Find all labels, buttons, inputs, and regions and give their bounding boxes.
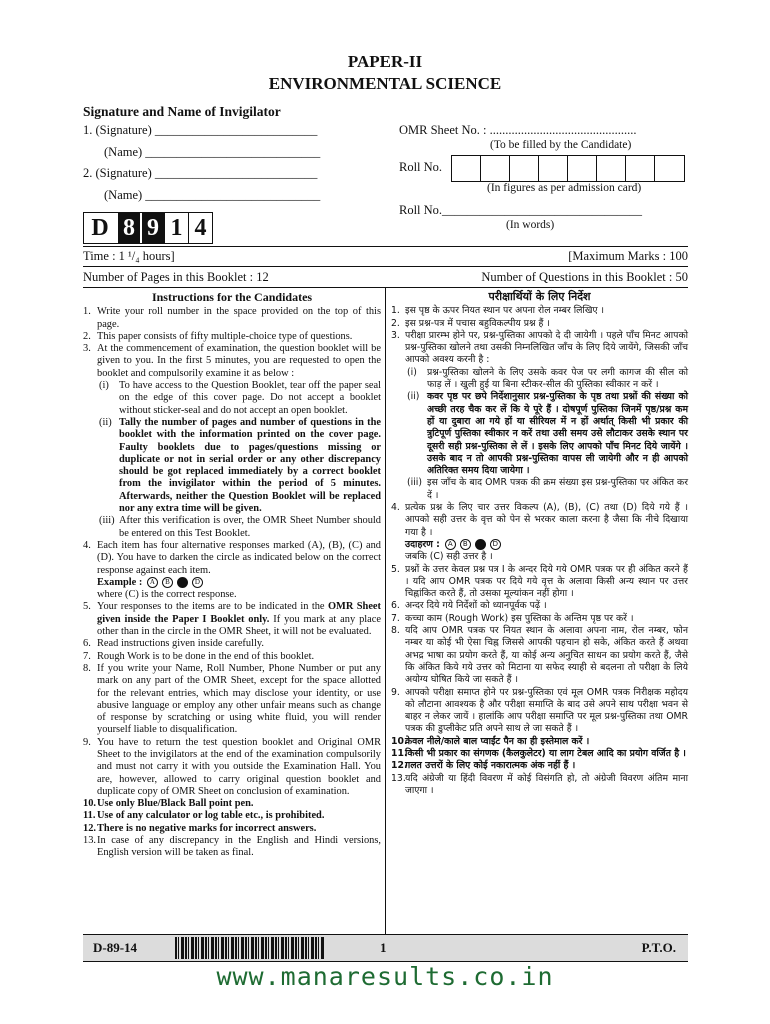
code-digit: 9: [140, 213, 164, 243]
instruction-item: 10. Use only Blue/Black Ball point pen.: [83, 798, 254, 810]
hindi-item: 1. इस पृष्ठ के ऊपर नियत स्थान पर अपना रोल नम्बर लिखिए ।: [391, 305, 605, 317]
code-digit: 1: [164, 213, 188, 243]
instruction-item: 4. Each item has four alternative responses marked (A), (B), (C) and (D). You have to darken the circle as indicated below on the correct response against each item. Example : A B D where (C) is the correct response.: [83, 539, 381, 601]
watermark-link[interactable]: www.manaresults.co.in: [216, 962, 554, 991]
filled-bubble-icon: [177, 577, 188, 588]
paper-label: PAPER-II: [347, 52, 423, 71]
roll-no-words: Roll No.________________________________: [399, 203, 643, 217]
hindi-item: 2. इस प्रश्न-पत्र में पचास बहुविकल्पीय प्रश्न हैं ।: [391, 317, 550, 329]
instructions-hindi: [391, 291, 688, 797]
time-label: Time : 1 ¹/₄ hours]: [83, 249, 175, 263]
invigilator-2-name: (Name) ____________________________: [104, 188, 321, 202]
max-marks: [Maximum Marks : 100: [568, 249, 688, 263]
code-digit: 8: [116, 213, 140, 243]
instruction-item: 8. If you write your Name, Roll Number, Phone Number or put any mark on any part of the OMR Sheet, except for the space allotted for the relevant entries, which may disclose your identity, or use abusive language or employ any other unfair means such as change of response by scratching or using white fluid, you will render yourself liable to disqualification.: [83, 662, 381, 736]
instruction-item: 1. Write your roll number in the space provided on the top of this page.: [83, 306, 381, 330]
hindi-item: 5. प्रश्नों के उत्तर केवल प्रश्न पत्र I के अन्दर दिये गये OMR पत्रक पर ही अंकित करने हैं । यदि आप OMR पत्रक पर दिये गये वृत्त के अलावा किसी अन्य स्थान पर उत्तर चिह्नांकित करते हैं, तो उसका मूल्यांकन नहीं होगा ।: [391, 563, 688, 600]
instruction-item: 7. Rough Work is to be done in the end of this booklet.: [83, 650, 315, 662]
invigilator-2-signature: 2. (Signature) __________________________: [83, 166, 318, 180]
invigilator-heading: Signature and Name of Invigilator: [83, 104, 281, 119]
code-digit: 4: [188, 213, 212, 243]
footer-code: D-89-14: [93, 940, 138, 955]
instruction-item: 11. Use of any calculator or log table etc., is prohibited.: [83, 810, 325, 822]
page-number: 1: [380, 940, 387, 955]
invigilator-1-name: (Name) ____________________________: [104, 145, 321, 159]
pto-label: P.T.O.: [641, 940, 676, 955]
omr-sheet-number: OMR Sheet No. : ...............................................: [399, 123, 637, 137]
instruction-item: 6. Read instructions given inside carefully.: [83, 638, 264, 650]
instruction-item: 12. There is no negative marks for incorrect answers.: [83, 822, 317, 834]
filled-bubble-icon: [475, 539, 486, 550]
hindi-item: 10. केवल नीले/काले बाल प्वाईंट पैन का ही इस्तेमाल करें ।: [391, 735, 590, 747]
hindi-item: 13. यदि अंग्रेजी या हिंदी विवरण में कोई विसंगति हो, तो अंग्रेजी विवरण अंतिम माना जाएगा ।: [391, 772, 688, 796]
instructions-heading: Instructions for the Candidates: [151, 290, 313, 304]
hindi-item: 3. परीक्षा प्रारम्भ होने पर, प्रश्न-पुस्तिका आपको दे दी जायेगी । पहले पाँच मिनट आपको प्रश्न-पुस्तिका खोलने तथा उसकी निम्नलिखित जाँच के लिए दिये जायेंगे, जिसकी जाँच आपको अवश्य करनी है : (i) प्रश्न-पुस्तिका खोलने के लिए उसके कवर पेज पर लगी कागज की सील को फाड़ लें । खुली हुई या बिना स्टीकर-सील की पुस्तिका स्वीकार न करें । (ii) कवर पृष्ठ पर छपे निर्देशानुसार प्रश्न-पुस्तिका के पृष्ठ तथा प्रश्नों की संख्या को अच्छी तरह चैक कर लें कि ये पूरे हैं । दोषपूर्ण पुस्तिका जिनमें पृष्ठ/प्रश्न कम हों या दुबारा आ गये हों या सीरियल में न हों अर्थात् किसी भी प्रकार की त्रुटिपूर्ण पुस्तिका स्वीकार न करें तथा उसी समय उसे लौटाकर उसके स्थान पर दूसरी सही प्रश्न-पुस्तिका ले लें । इसके लिए आपको पाँच मिनट दिये जायेंगे । उसके बाद न तो आपकी प्रश्न-पुस्तिका वापस ली जायेगी और न ही आपको अतिरिक्त समय दिया जायेगा । (iii) इस जाँच के बाद OMR पत्रक की क्रम संख्या इस प्रश्न-पुस्तिका पर अंकित कर दें ।: [391, 329, 688, 501]
instruction-item: 3. At the commencement of examination, the question booklet will be given to you. In the first 5 minutes, you are requested to open the booklet and compulsorily examine it as below : (i) To have access to the Question Booklet, tear off the paper seal on the edge of this cover page. Do not accept a booklet without sticker-seal and do not accept an open booklet. (ii) Tally the number of pages and number of questions in the booklet with the information printed on the cover page. Faulty booklets due to pages/questions missing or duplicate or not in serial order or any other discrepancy should be got replaced immediately by a correct booklet from the invigilator within the period of 5 minutes. Afterwards, neither the Question Booklet will be replaced nor any extra time will be given. (iii) After this verification is over, the OMR Sheet Number should be entered on this Test Booklet.: [83, 343, 381, 539]
subject-title: ENVIRONMENTAL SCIENCE: [268, 74, 502, 93]
instruction-item: 2. This paper consists of fifty multiple-choice type of questions.: [83, 330, 353, 342]
hindi-item: 7. कच्चा काम (Rough Work) इस पुस्तिका के अन्तिम पृष्ठ पर करें ।: [391, 612, 634, 624]
hindi-item: 4. प्रत्येक प्रश्न के लिए चार उत्तर विकल्प (A), (B), (C) तथा (D) दिये गये हैं । आपको सही उत्तर के वृत्त को पेन से भरकर काला करना है जैसा कि नीचे दिखाया गया है । उदाहरण : A B D जबकि (C) सही उत्तर है ।: [391, 502, 688, 563]
roll-number-boxes[interactable]: [451, 155, 685, 182]
questions-count: Number of Questions in this Booklet : 50: [481, 270, 688, 284]
hindi-item: 11. किसी भी प्रकार का संगणक (कैलकुलेटर) या लाग टेबल आदि का प्रयोग वर्जित है ।: [391, 747, 686, 759]
booklet-code: [83, 212, 213, 244]
hindi-item: 9. आपको परीक्षा समाप्त होने पर प्रश्न-पुस्तिका एवं मूल OMR पत्रक निरीक्षक महोदय को लौटाना आवश्यक है और परीक्षा समाप्ति के बाद उसे अपने साथ परीक्षा भवन से बाहर न लेकर जायें । हालांकि आप परीक्षा समाप्ति पर मूल प्रश्न-पुस्तिका तथा OMR पत्रक की डुप्लीकेट प्रति अपने साथ ले जा सकते हैं ।: [391, 686, 688, 735]
pages-count: Number of Pages in this Booklet : 12: [83, 270, 269, 284]
instruction-item: 9. You have to return the test question booklet and Original OMR Sheet to the invigilators at the end of the examination compulsorily and must not carry it with you outside the Examination Hall. You are, however, allowed to carry original question booklet and duplicate copy of OMR Sheet on conclusion of examination.: [83, 736, 381, 797]
roll-no-label: Roll No.: [399, 160, 443, 174]
instruction-item: 13. In case of any discrepancy in the English and Hindi versions, English version will be taken as final.: [83, 835, 381, 859]
hindi-item: 8. यदि आप OMR पत्रक पर नियत स्थान के अलावा अपना नाम, रोल नम्बर, फोन नम्बर या कोई भी ऐसा चिह्न जिससे आपकी पहचान हो सके, अंकित करते हैं अथवा अभद्र भाषा का प्रयोग करते हैं, या कोई अन्य अनुचित साधन का प्रयोग करते हैं, जैसे कि अंकित किये गये उत्तर को मिटाना या सफेद स्याही से बदलना तो परीक्षा के लिये अयोग्य घोषित किये जा सकते हैं ।: [391, 625, 688, 686]
hindi-heading: परीक्षार्थियों के लिए निर्देश: [488, 290, 591, 303]
omr-note: (To be filled by the Candidate): [490, 139, 632, 151]
instruction-item: 5. Your responses to the items are to be indicated in the OMR Sheet given inside the Paper I Booklet only. If you mark at any place other than in the circle in the OMR Sheet, it will not be evaluated.: [83, 601, 381, 638]
invigilator-1-signature: 1. (Signature) __________________________: [83, 123, 318, 137]
roll-no-note: (In figures as per admission card): [487, 182, 642, 194]
hindi-item: 12. गलत उत्तरों के लिए कोई नकारात्मक अंक नहीं हैं ।: [391, 760, 576, 772]
code-letter: D: [91, 214, 109, 241]
hindi-item: 6. अन्दर दिये गये निर्देशों को ध्यानपूर्वक पढ़ें ।: [391, 600, 547, 612]
barcode-icon: [175, 937, 325, 959]
footer-bar: [83, 934, 688, 962]
instructions-english: [83, 291, 381, 860]
words-note: (In words): [506, 219, 555, 231]
